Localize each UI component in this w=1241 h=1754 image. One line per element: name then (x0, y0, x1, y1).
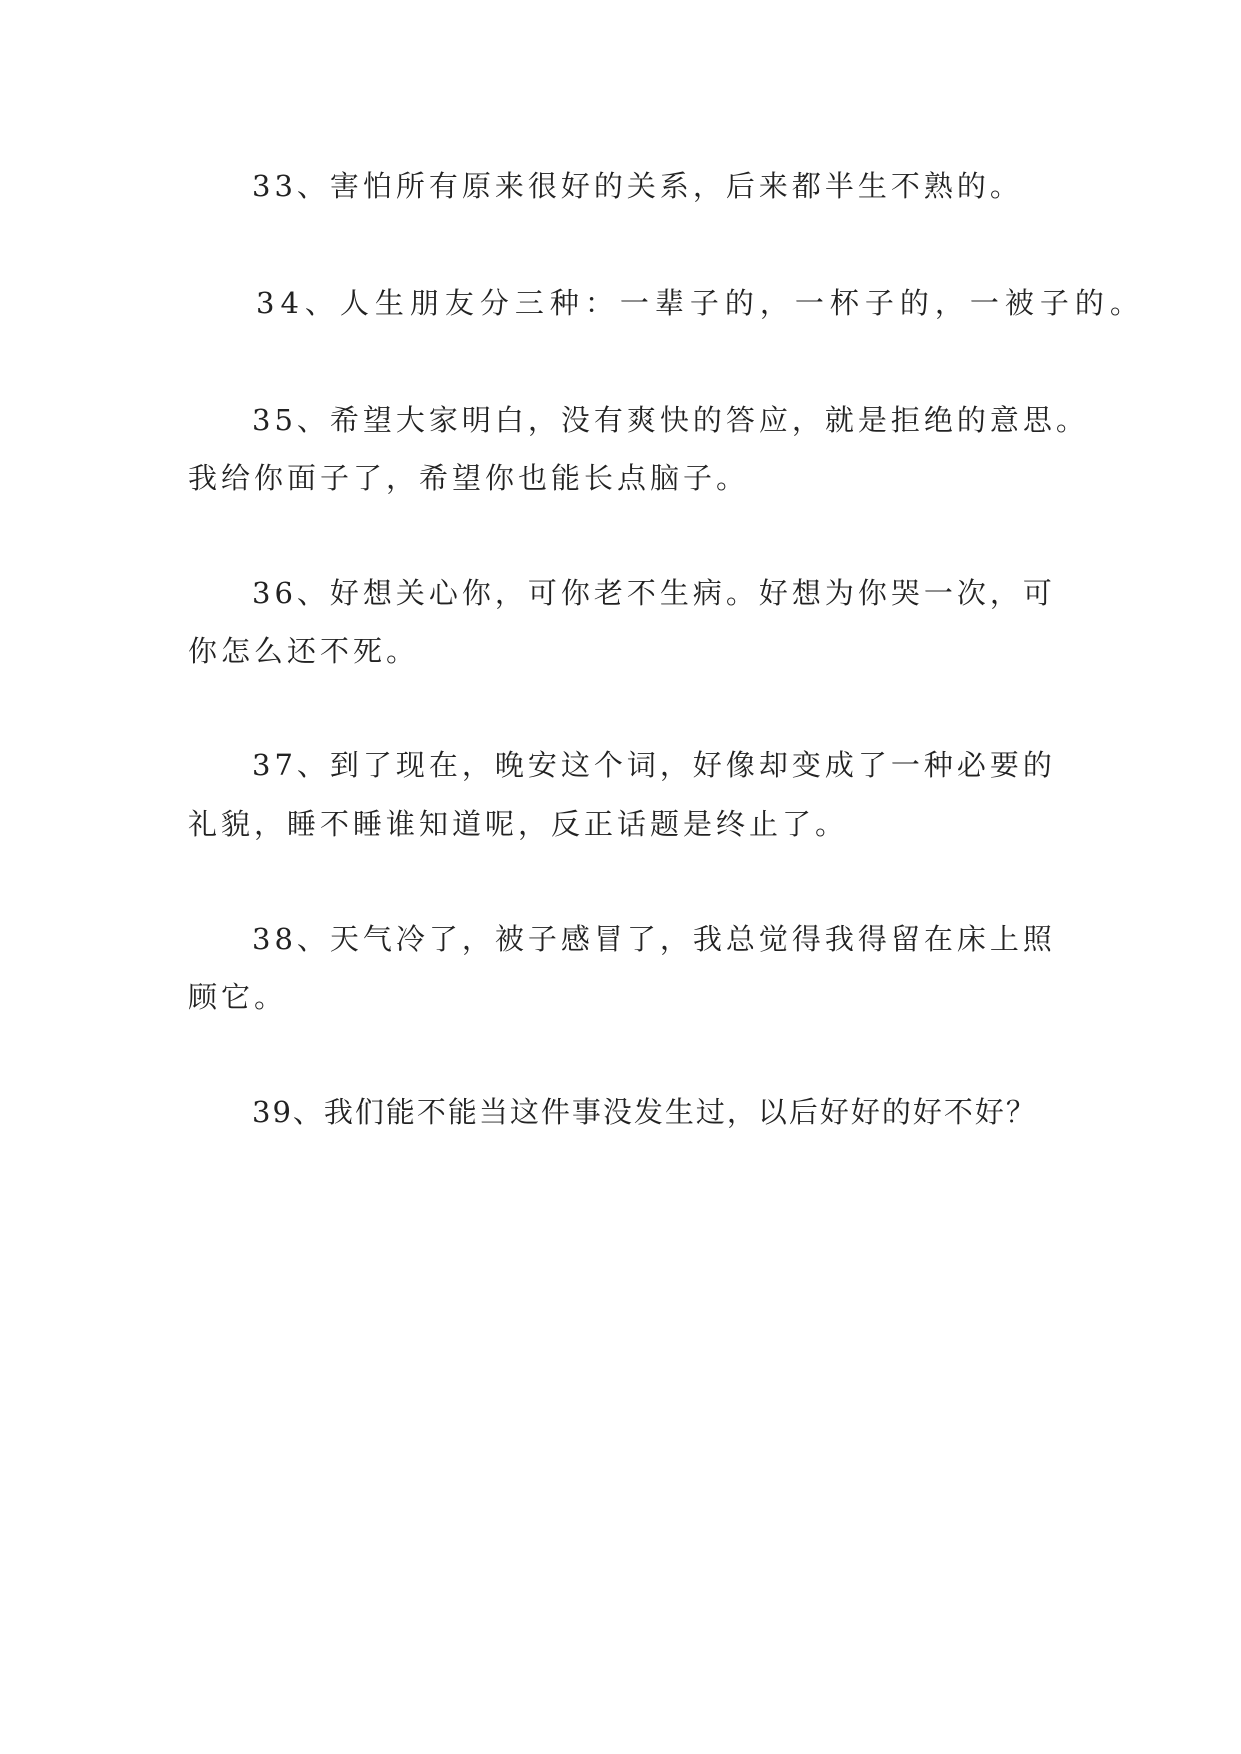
item-35-line-2: 我给你面子了，希望你也能长点脑子。 (188, 461, 750, 495)
item-38-line-1: 38、天气冷了，被子感冒了，我总觉得我得留在床上照 (252, 922, 1056, 956)
item-38-line-2: 顾它。 (188, 980, 288, 1014)
item-35-line-1: 35、希望大家明白，没有爽快的答应，就是拒绝的意思。 (252, 403, 1089, 437)
item-39-line-1: 39、我们能不能当这件事没发生过，以后好好的好不好？ (252, 1095, 1037, 1129)
item-36-line-2: 你怎么还不死。 (188, 634, 420, 668)
item-34-line-1: 34、人生朋友分三种：一辈子的，一杯子的，一被子的。 (256, 286, 1145, 320)
item-36-line-1: 36、好想关心你，可你老不生病。好想为你哭一次，可 (252, 576, 1056, 610)
item-37-line-2: 礼貌，睡不睡谁知道呢，反正话题是终止了。 (188, 807, 849, 841)
item-33-line-1: 33、害怕所有原来很好的关系，后来都半生不熟的。 (252, 169, 1023, 203)
item-37-line-1: 37、到了现在，晚安这个词，好像却变成了一种必要的 (252, 748, 1056, 782)
